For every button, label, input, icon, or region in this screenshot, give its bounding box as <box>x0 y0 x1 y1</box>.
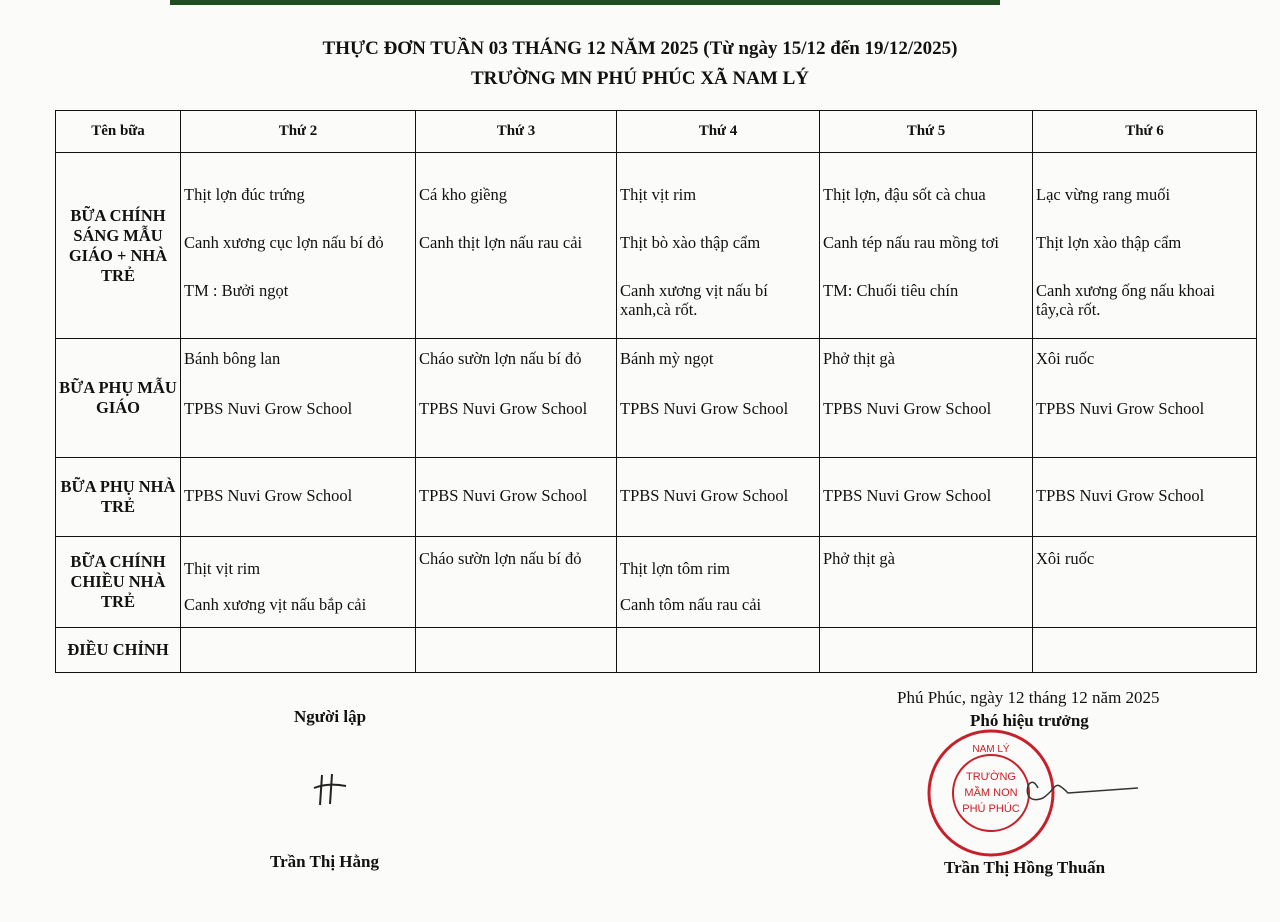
column-header: Thứ 4 <box>617 111 820 153</box>
svg-text:MẦM NON: MẦM NON <box>964 787 1018 799</box>
school-stamp <box>918 728 1158 858</box>
menu-item: Thịt lợn xào thập cẩm <box>1036 233 1182 252</box>
menu-cell <box>181 339 416 458</box>
page-title: THỰC ĐƠN TUẦN 03 THÁNG 12 NĂM 2025 (Từ ngày 15/12 đến 19/12/2025) <box>322 38 958 59</box>
menu-item: Bánh bông lan <box>184 349 281 368</box>
meal-label: BỮA PHỤ MẪU GIÁO <box>56 339 181 458</box>
approver-name: Trần Thị Hồng Thuấn <box>944 858 1106 877</box>
table-row <box>56 628 1257 673</box>
table-row <box>56 458 1257 537</box>
menu-item: Cháo sườn lợn nấu bí đỏ <box>419 549 582 568</box>
menu-cell <box>820 458 1033 537</box>
menu-item: TPBS Nuvi Grow School <box>620 486 789 505</box>
meal-label: BỮA PHỤ NHÀ TRẺ <box>56 458 181 537</box>
menu-item: Canh tôm nấu rau cải <box>620 595 762 614</box>
menu-cell <box>416 628 617 673</box>
menu-item: TPBS Nuvi Grow School <box>823 399 992 418</box>
menu-cell <box>820 537 1033 628</box>
menu-item: Canh tép nấu rau mồng tơi <box>823 233 999 252</box>
table-row <box>56 153 1257 339</box>
column-header: Thứ 5 <box>820 111 1033 153</box>
top-edge-bar <box>170 0 1000 5</box>
menu-item: Xôi ruốc <box>1036 349 1095 368</box>
meal-label: BỮA CHÍNH CHIỀU NHÀ TRẺ <box>56 537 181 628</box>
preparer-name: Trần Thị Hằng <box>270 852 379 871</box>
column-header: Thứ 3 <box>416 111 617 153</box>
menu-table <box>55 110 1257 673</box>
menu-cell <box>1033 537 1257 628</box>
menu-cell <box>416 458 617 537</box>
menu-cell <box>416 153 617 339</box>
menu-item: TPBS Nuvi Grow School <box>184 486 353 505</box>
menu-item: TPBS Nuvi Grow School <box>1036 399 1205 418</box>
menu-item: Thịt lợn đúc trứng <box>184 185 305 204</box>
preparer-signature <box>310 770 350 810</box>
menu-item: Canh xương ống nấu khoai tây,cà rốt. <box>1036 281 1215 319</box>
menu-cell <box>617 628 820 673</box>
menu-cell <box>181 537 416 628</box>
menu-item: Xôi ruốc <box>1036 549 1095 568</box>
menu-item: TPBS Nuvi Grow School <box>823 486 992 505</box>
menu-cell <box>181 153 416 339</box>
menu-cell <box>181 628 416 673</box>
menu-item: Thịt lợn tôm rim <box>620 559 731 578</box>
svg-text:PHÚ PHÚC: PHÚ PHÚC <box>962 803 1020 815</box>
column-header: Thứ 2 <box>181 111 416 153</box>
menu-item: Canh xương cục lợn nấu bí đỏ <box>184 233 384 252</box>
table-row <box>56 537 1257 628</box>
menu-item: TPBS Nuvi Grow School <box>184 399 353 418</box>
menu-item: Thịt bò xào thập cẩm <box>620 233 761 252</box>
menu-item: Cháo sườn lợn nấu bí đỏ <box>419 349 582 368</box>
menu-item: Cá kho giềng <box>419 185 507 204</box>
menu-item: Canh thịt lợn nấu rau cải <box>419 233 583 252</box>
place-date: Phú Phúc, ngày 12 tháng 12 năm 2025 <box>897 688 1160 707</box>
menu-cell <box>820 339 1033 458</box>
menu-item: TPBS Nuvi Grow School <box>419 486 588 505</box>
menu-item: Phở thịt gà <box>823 549 895 568</box>
menu-cell <box>1033 153 1257 339</box>
menu-cell <box>1033 339 1257 458</box>
svg-text:TRƯỜNG: TRƯỜNG <box>966 771 1016 783</box>
menu-item: Thịt lợn, đậu sốt cà chua <box>823 185 986 204</box>
menu-cell <box>617 153 820 339</box>
menu-item: Thịt vịt rim <box>620 185 697 204</box>
preparer-title: Người lập <box>294 707 367 726</box>
menu-cell <box>617 339 820 458</box>
svg-text:NAM LÝ: NAM LÝ <box>972 744 1010 755</box>
meal-label: BỮA CHÍNH SÁNG MẪU GIÁO + NHÀ TRẺ <box>56 153 181 339</box>
column-header: Tên bữa <box>56 111 181 153</box>
menu-item: Canh xương vịt nấu bí xanh,cà rốt. <box>620 281 768 319</box>
approver-title: Phó hiệu trưởng <box>970 711 1089 730</box>
menu-cell <box>820 153 1033 339</box>
menu-cell <box>617 458 820 537</box>
page-subtitle: TRƯỜNG MN PHÚ PHÚC XÃ NAM LÝ <box>470 68 810 89</box>
menu-item: Phở thịt gà <box>823 349 895 368</box>
menu-cell <box>181 458 416 537</box>
table-row <box>56 339 1257 458</box>
menu-item: TPBS Nuvi Grow School <box>1036 486 1205 505</box>
menu-cell <box>1033 628 1257 673</box>
menu-item: Lạc vừng rang muối <box>1036 185 1171 204</box>
menu-cell <box>1033 458 1257 537</box>
menu-item: Bánh mỳ ngọt <box>620 349 714 368</box>
menu-item: TM : Bưởi ngọt <box>184 281 289 300</box>
column-header: Thứ 6 <box>1033 111 1257 153</box>
menu-cell <box>416 339 617 458</box>
menu-item: TPBS Nuvi Grow School <box>620 399 789 418</box>
menu-item: TPBS Nuvi Grow School <box>419 399 588 418</box>
menu-cell <box>820 628 1033 673</box>
menu-cell <box>416 537 617 628</box>
menu-item: Canh xương vịt nấu bắp cải <box>184 595 367 614</box>
menu-item: Thịt vịt rim <box>184 559 261 578</box>
menu-item: TM: Chuối tiêu chín <box>823 281 959 300</box>
meal-label: ĐIỀU CHỈNH <box>56 628 181 673</box>
header-row <box>56 111 1257 153</box>
menu-cell <box>617 537 820 628</box>
